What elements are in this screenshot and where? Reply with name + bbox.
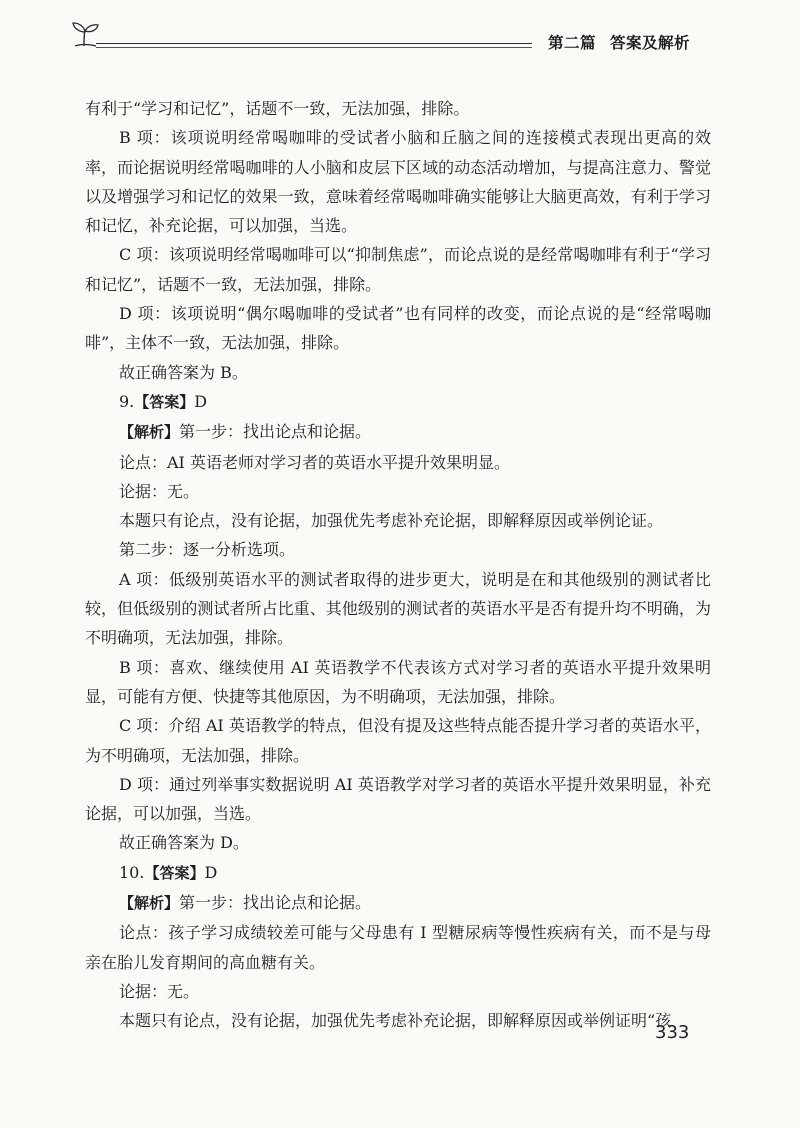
- paragraph: B 项：喜欢、继续使用 AI 英语教学不代表该方式对学习者的英语水平提升效果明显，可能有方便、快捷等其他原因，为不明确项，无法加强，排除。: [85, 657, 711, 706]
- paragraph: 论据：无。: [119, 981, 200, 1001]
- paragraph: D 项：该项说明“偶尔喝咖啡的受试者”也有同样的改变，而论点说的是“经常喝咖啡”，主体不一致，无法加强，排除。: [85, 304, 711, 353]
- header-part: 第二篇: [548, 34, 597, 52]
- page-number: 333: [655, 1022, 690, 1043]
- paragraph: 故正确答案为 B。: [119, 362, 248, 382]
- answer-value: D: [204, 862, 218, 882]
- header-rule-thin: [96, 47, 532, 48]
- paragraph: 论据：无。: [119, 481, 200, 501]
- paragraph: 本题只有论点，没有论据，加强优先考虑补充论据，即解释原因或举例证明“孩: [119, 1011, 672, 1031]
- paragraph: B 项：该项说明经常喝咖啡的受试者小脑和丘脑之间的连接模式表现出更高的效率，而论据说明经常喝咖啡的人小脑和皮层下区域的动态活动增加，与提高注意力、警觉以及增强学习和记忆的效果一致，意味着经常喝咖啡确实能够让大脑更高效，有利于学习和记忆，补充论据，可以加强，当选。: [85, 128, 711, 236]
- analysis-line: [85, 888, 711, 918]
- paragraph: 有利于“学习和记忆”，话题不一致，无法加强，排除。: [85, 99, 470, 118]
- analysis-line: [85, 417, 711, 447]
- page-body: [85, 94, 711, 1036]
- analysis-label: 【解析】: [119, 423, 180, 442]
- question-number: 9.: [119, 391, 135, 411]
- paragraph: C 项：该项说明经常喝咖啡可以“抑制焦虑”，而论点说的是经常喝咖啡有利于“学习和记忆”，话题不一致，无法加强，排除。: [85, 245, 711, 294]
- header-rule: [96, 43, 532, 44]
- paragraph: 本题只有论点，没有论据，加强优先考虑补充论据，即解释原因或举例论证。: [119, 511, 664, 531]
- analysis-text: 第一步：找出论点和论据。: [179, 422, 372, 442]
- paragraph: 故正确答案为 D。: [119, 833, 249, 853]
- analysis-text: 第一步：找出论点和论据。: [179, 893, 372, 913]
- answer-line: [85, 387, 711, 417]
- answer-label: 【答案】: [134, 392, 195, 411]
- paragraph: C 项：介绍 AI 英语教学的特点，但没有提及这些特点能否提升学习者的英语水平，为不明确项，无法加强，排除。: [85, 716, 711, 765]
- analysis-label: 【解析】: [119, 894, 180, 913]
- paragraph: A 项：低级别英语水平的测试者取得的进步更大，说明是在和其他级别的测试者比较，但低级别的测试者所占比重、其他级别的测试者的英语水平是否有提升均不明确，为不明确项，无法加强，排除。: [85, 569, 711, 648]
- paragraph: D 项：通过列举事实数据说明 AI 英语教学对学习者的英语水平提升效果明显，补充论据，可以加强，当选。: [85, 774, 711, 824]
- answer-value: D: [194, 391, 208, 411]
- paragraph: 论点：AI 英语老师对学习者的英语水平提升效果明显。: [119, 452, 510, 472]
- question-number: 10.: [119, 862, 145, 882]
- paragraph: 第二步：逐一分析选项。: [119, 540, 296, 560]
- answer-label: 【答案】: [144, 863, 205, 882]
- running-header: [548, 31, 690, 53]
- answer-line: [85, 858, 711, 888]
- header-section: 答案及解析: [610, 34, 691, 52]
- paragraph: 论点：孩子学习成绩较差可能与父母患有 I 型糖尿病等慢性疾病有关，而不是与母亲在胎儿发育期间的高血糖有关。: [85, 923, 711, 972]
